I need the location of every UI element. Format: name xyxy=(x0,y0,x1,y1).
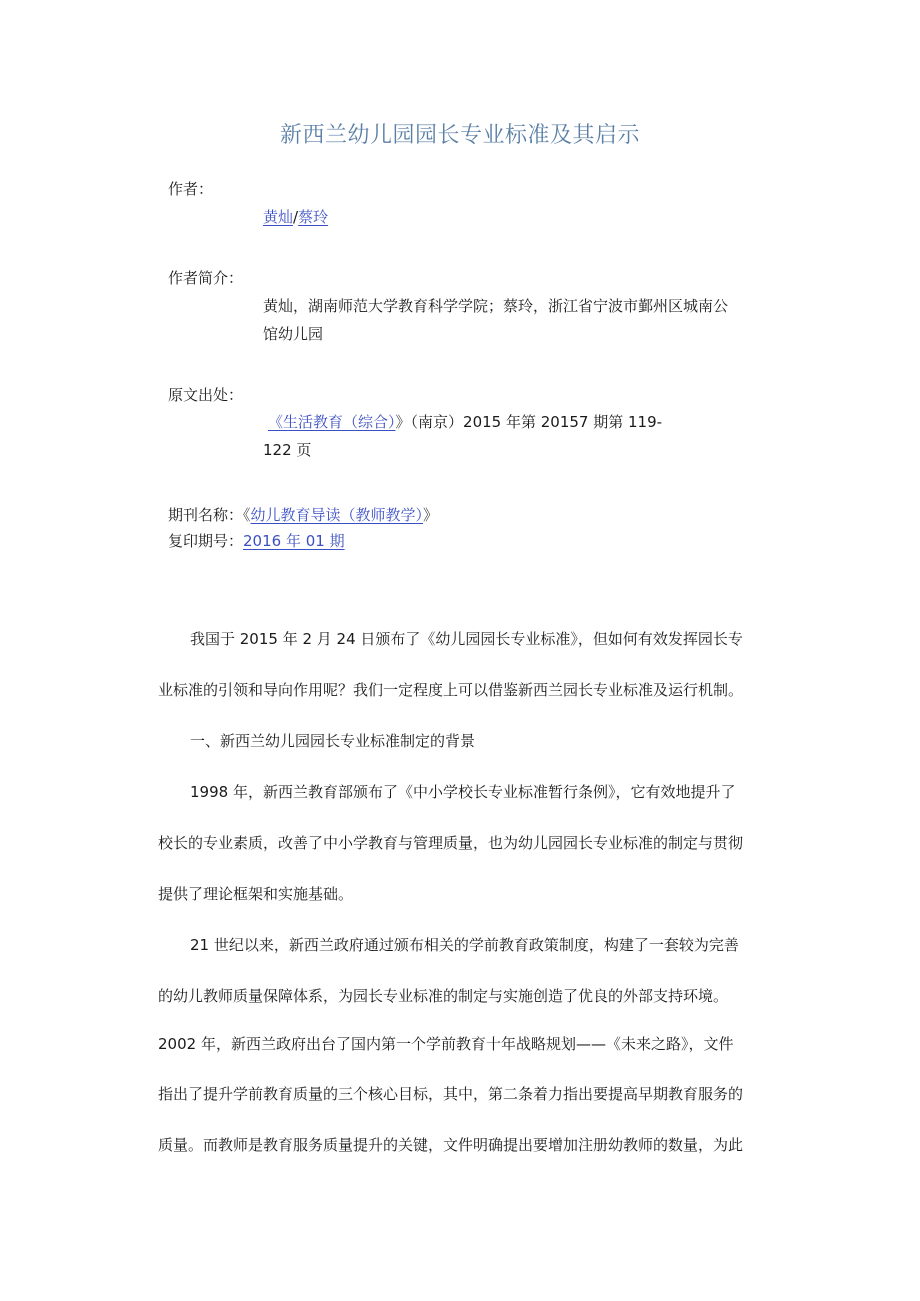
periodical-row xyxy=(168,504,438,525)
periodical-open: 《 xyxy=(243,506,251,524)
article-title: 新西兰幼儿园园长专业标准及其启示 xyxy=(279,123,640,148)
body-line: 指出了提升学前教育质量的三个核心目标，其中，第二条着力指出要提高早期教育服务的 xyxy=(158,1085,744,1103)
body-line: 21 世纪以来，新西兰政府通过颁布相关的学前教育政策制度，构建了一套较为完善 xyxy=(190,936,739,954)
bio-line-2: 馆幼儿园 xyxy=(263,325,324,343)
source-label: 原文出处： xyxy=(168,386,244,404)
body-line: 质量。而教师是教育服务质量提升的关键，文件明确提出要增加注册幼教师的数量，为此 xyxy=(158,1136,744,1154)
author-label: 作者： xyxy=(168,180,214,198)
periodical-close: 》 xyxy=(423,506,439,524)
author-separator: / xyxy=(293,208,299,226)
source-line-1 xyxy=(268,407,662,437)
body-line: 2002 年，新西兰政府出台了国内第一个学前教育十年战略规划——《未来之路》，文件 xyxy=(158,1035,734,1053)
body-line: 校长的专业素质，改善了中小学教育与管理质量，也为幼儿园园长专业标准的制定与贯彻 xyxy=(158,834,744,852)
source-journal-close: 》 xyxy=(395,413,411,431)
periodical-link[interactable]: 幼儿教育导读（教师教学） xyxy=(250,506,424,524)
body-line: 提供了理论框架和实施基础。 xyxy=(158,885,354,903)
source-line-2: 122 页 xyxy=(263,441,312,459)
reprint-label: 复印期号： xyxy=(168,532,244,550)
body-line: 业标准的引领和导向作用呢？我们一定程度上可以借鉴新西兰园长专业标准及运行机制。 xyxy=(158,681,744,699)
bio-label: 作者简介： xyxy=(168,269,244,287)
authors-line xyxy=(263,202,328,232)
body-line: 我国于 2015 年 2 月 24 日颁布了《幼儿园园长专业标准》，但如何有效发挥园长专 xyxy=(190,630,743,648)
body-line: 的幼儿教师质量保障体系，为园长专业标准的制定与实施创造了优良的外部支持环境。 xyxy=(158,987,729,1005)
bio-line-1: 黄灿，湖南师范大学教育科学学院；蔡玲，浙江省宁波市鄞州区城南公 xyxy=(263,297,729,315)
source-journal-link[interactable]: 《生活教育（综合） xyxy=(268,413,396,431)
author-link-cailing[interactable]: 蔡玲 xyxy=(298,208,329,226)
reprint-row xyxy=(168,530,345,551)
source-issue-text: （南京）2015 年第 20157 期第 119- xyxy=(410,413,663,431)
body-line: 1998 年，新西兰教育部颁布了《中小学校长专业标准暂行条例》，它有效地提升了 xyxy=(190,783,736,801)
author-link-huangcan[interactable]: 黄灿 xyxy=(263,208,294,226)
reprint-issue-link[interactable]: 2016 年 01 期 xyxy=(243,532,345,550)
periodical-label: 期刊名称： xyxy=(168,506,244,524)
section-heading: 一、新西兰幼儿园园长专业标准制定的背景 xyxy=(190,732,476,750)
